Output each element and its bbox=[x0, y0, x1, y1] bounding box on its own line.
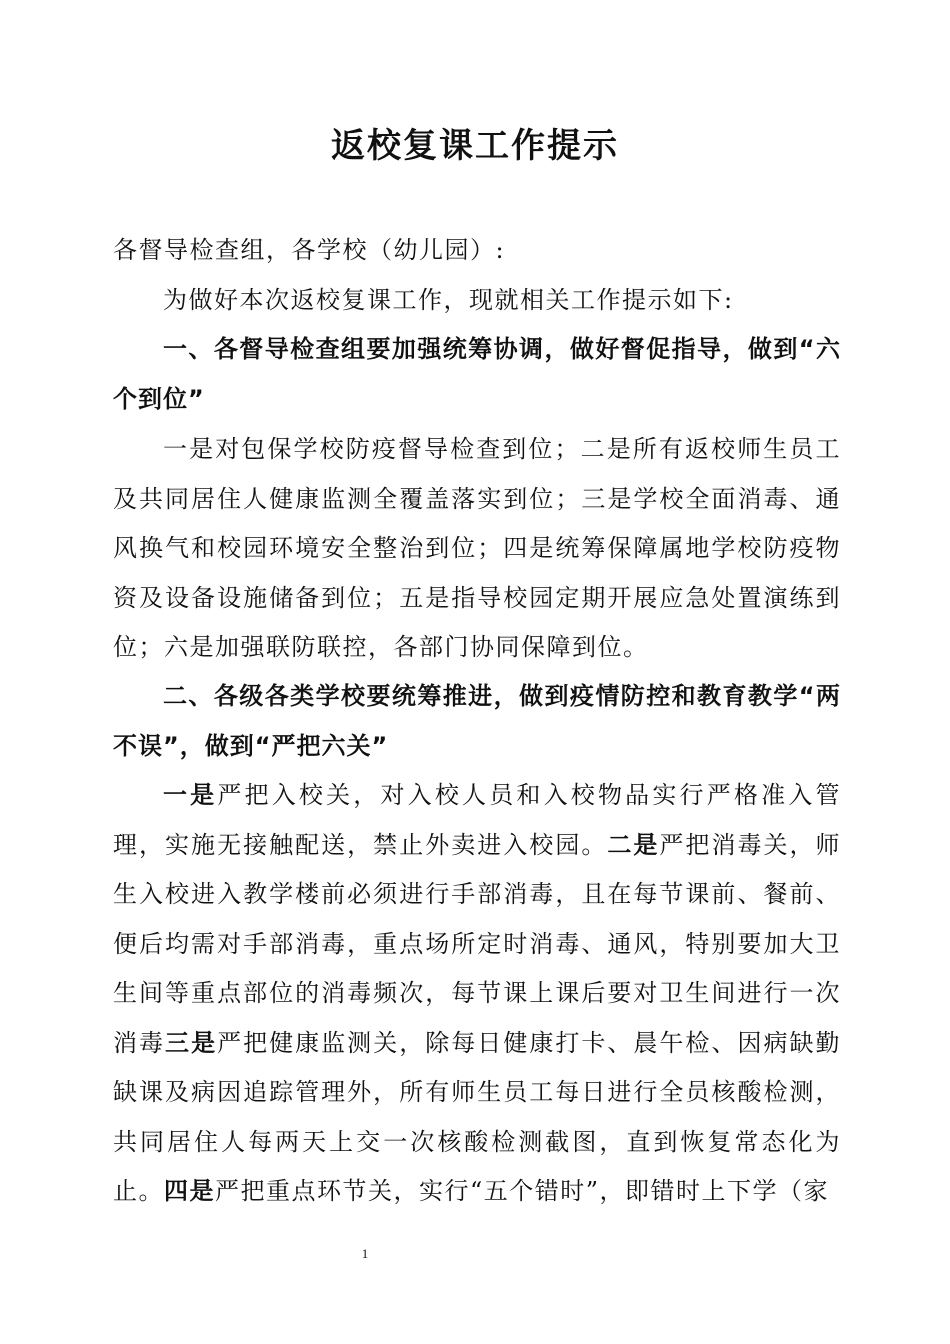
item-3-lead: 三是 bbox=[165, 1028, 218, 1057]
item-2-text: 严把消毒关，师生入校进入教学楼前必须进行手部消毒，且在每节课前、餐前、便后均需对手部消毒，重点场所定时消毒、通风，特别要加大卫生间等重点部位的消毒频次，每节课上课后要对卫生间进行一次消毒 bbox=[113, 830, 842, 1057]
intro-text: 为做好本次返校复课工作，现就相关工作提示如下: bbox=[163, 286, 734, 314]
section-1-text: 一是对包保学校防疫督导检查到位；二是所有返校师生员工及共同居住人健康监测全覆盖落实到位；三是学校全面消毒、通风换气和校园环境安全整治到位；四是统筹保障属地学校防疫物资及设备设施储备到位；五是指导校园定期开展应急处置演练到位；六是加强联防联控，各部门协同保障到位。 bbox=[113, 435, 841, 661]
item-1-lead: 一是 bbox=[163, 781, 218, 809]
section-1-body bbox=[113, 425, 841, 673]
item-4-lead: 四是 bbox=[164, 1177, 215, 1205]
salutation bbox=[113, 226, 841, 276]
item-4-text: 严把重点环节关，实行“五个错时”，即错时上下学（家 bbox=[215, 1177, 830, 1205]
intro-paragraph bbox=[113, 276, 841, 326]
section-1 bbox=[113, 325, 841, 424]
item-1-text: 严把入校关，对入校人员和入校物品实行严格准入管理，实施无接触配送，禁止外卖进入校园。 bbox=[113, 781, 841, 859]
section-2-heading: 二、各级各类学校要统筹推进，做到疫情防控和教育教学“两不误”，做到“严把六关” bbox=[113, 682, 841, 760]
section-2 bbox=[113, 672, 841, 771]
section-2-body bbox=[113, 771, 841, 1217]
item-3-text: 严把健康监测关，除每日健康打卡、晨午检、因病缺勤缺课及病因追踪管理外，所有师生员工每日进行全员核酸检测，共同居住人每两天上交一次核酸检测截图，直到恢复常态化为止。 bbox=[113, 1028, 842, 1205]
section-2-paragraph bbox=[113, 771, 841, 1217]
document-title: 返校复课工作提示 bbox=[331, 126, 619, 166]
salutation-text: 各督导检查组，各学校（幼儿园）: bbox=[113, 236, 506, 264]
page-number: 1 bbox=[361, 1246, 369, 1261]
section-1-heading: 一、各督导检查组要加强统筹协调，做好督促指导，做到“六个到位” bbox=[113, 335, 841, 413]
item-2-lead: 二是 bbox=[607, 830, 660, 859]
